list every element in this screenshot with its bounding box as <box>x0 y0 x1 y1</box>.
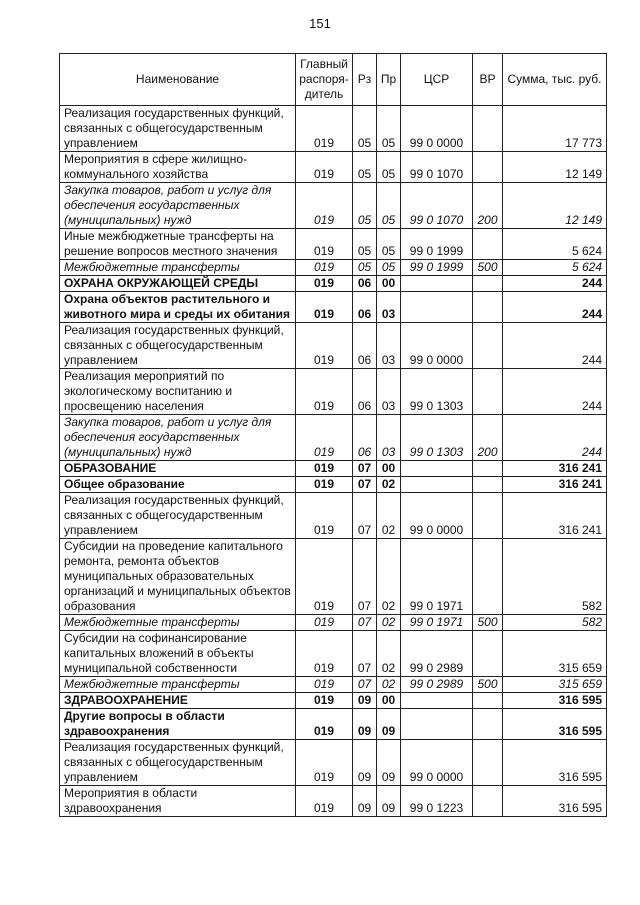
cell-sum: 315 659 <box>503 631 607 677</box>
cell-vr <box>473 786 503 817</box>
cell-rz: 05 <box>353 260 377 276</box>
cell-vr <box>473 539 503 615</box>
cell-rz: 09 <box>353 740 377 786</box>
cell-sum: 315 659 <box>503 677 607 693</box>
cell-rz: 09 <box>353 709 377 740</box>
cell-pr: 02 <box>377 539 401 615</box>
cell-sum: 12 149 <box>503 183 607 229</box>
cell-admin: 019 <box>296 786 353 817</box>
cell-admin: 019 <box>296 677 353 693</box>
cell-csr: 99 0 2989 <box>401 631 473 677</box>
cell-name: Реализация государственных функций, связанных с общегосударственным управлением <box>60 323 296 369</box>
cell-name: Реализация мероприятий по экологическому воспитанию и просвещению населения <box>60 369 296 415</box>
cell-csr: 99 0 1070 <box>401 183 473 229</box>
cell-rz: 07 <box>353 477 377 493</box>
cell-csr: 99 0 1303 <box>401 369 473 415</box>
cell-name: Межбюджетные трансферты <box>60 615 296 631</box>
table-row <box>60 539 607 615</box>
cell-rz: 07 <box>353 677 377 693</box>
cell-sum: 244 <box>503 323 607 369</box>
cell-csr: 99 0 1070 <box>401 152 473 183</box>
table-row <box>60 709 607 740</box>
page-number: 151 <box>309 16 331 31</box>
cell-name: Общее образование <box>60 477 296 493</box>
cell-rz: 07 <box>353 461 377 477</box>
cell-csr: 99 0 1971 <box>401 539 473 615</box>
cell-admin: 019 <box>296 709 353 740</box>
cell-sum: 244 <box>503 292 607 323</box>
cell-name: Субсидии на проведение капитального ремонта, ремонта объектов муниципальных образовательных организаций и муниципальных объектов образования <box>60 539 296 615</box>
header-sum: Сумма, тыс. руб. <box>503 54 607 106</box>
cell-vr <box>473 106 503 152</box>
cell-vr: 500 <box>473 260 503 276</box>
table-row <box>60 677 607 693</box>
cell-csr: 99 0 2989 <box>401 677 473 693</box>
table-row <box>60 415 607 461</box>
cell-admin: 019 <box>296 369 353 415</box>
cell-vr <box>473 631 503 677</box>
table-row <box>60 260 607 276</box>
cell-admin: 019 <box>296 323 353 369</box>
cell-rz: 07 <box>353 631 377 677</box>
cell-vr <box>473 276 503 292</box>
header-admin: Главный распоря-дитель <box>296 54 353 106</box>
cell-rz: 07 <box>353 539 377 615</box>
cell-pr: 05 <box>377 229 401 260</box>
table-row <box>60 323 607 369</box>
cell-admin: 019 <box>296 292 353 323</box>
cell-sum: 316 595 <box>503 786 607 817</box>
cell-name: ОБРАЗОВАНИЕ <box>60 461 296 477</box>
cell-sum: 5 624 <box>503 260 607 276</box>
cell-csr: 99 0 1999 <box>401 229 473 260</box>
cell-pr: 02 <box>377 615 401 631</box>
cell-vr <box>473 740 503 786</box>
cell-admin: 019 <box>296 260 353 276</box>
cell-rz: 09 <box>353 786 377 817</box>
cell-pr: 00 <box>377 276 401 292</box>
cell-vr <box>473 292 503 323</box>
cell-csr <box>401 693 473 709</box>
cell-vr <box>473 461 503 477</box>
cell-vr <box>473 152 503 183</box>
cell-admin: 019 <box>296 415 353 461</box>
cell-vr <box>473 493 503 539</box>
table-row <box>60 493 607 539</box>
cell-sum: 316 595 <box>503 709 607 740</box>
table-header-row <box>60 54 607 106</box>
cell-csr: 99 0 0000 <box>401 493 473 539</box>
cell-sum: 582 <box>503 615 607 631</box>
cell-name: Другие вопросы в области здравоохранения <box>60 709 296 740</box>
cell-pr: 02 <box>377 493 401 539</box>
cell-admin: 019 <box>296 183 353 229</box>
cell-admin: 019 <box>296 539 353 615</box>
cell-pr: 02 <box>377 631 401 677</box>
cell-pr: 05 <box>377 152 401 183</box>
cell-rz: 07 <box>353 615 377 631</box>
table-row <box>60 615 607 631</box>
cell-rz: 05 <box>353 152 377 183</box>
cell-csr: 99 0 0000 <box>401 106 473 152</box>
cell-sum: 316 595 <box>503 740 607 786</box>
cell-pr: 03 <box>377 292 401 323</box>
cell-pr: 09 <box>377 740 401 786</box>
cell-pr: 03 <box>377 415 401 461</box>
cell-rz: 06 <box>353 292 377 323</box>
cell-admin: 019 <box>296 106 353 152</box>
cell-pr: 05 <box>377 106 401 152</box>
cell-sum: 17 773 <box>503 106 607 152</box>
cell-pr: 02 <box>377 477 401 493</box>
table-row <box>60 229 607 260</box>
table-row <box>60 461 607 477</box>
cell-admin: 019 <box>296 615 353 631</box>
cell-pr: 02 <box>377 677 401 693</box>
cell-csr: 99 0 1971 <box>401 615 473 631</box>
cell-vr: 500 <box>473 677 503 693</box>
table-row <box>60 183 607 229</box>
header-csr: ЦСР <box>401 54 473 106</box>
cell-name: Реализация государственных функций, связанных с общегосударственным управлением <box>60 493 296 539</box>
cell-rz: 05 <box>353 106 377 152</box>
cell-pr: 09 <box>377 709 401 740</box>
cell-pr: 05 <box>377 260 401 276</box>
cell-vr <box>473 369 503 415</box>
cell-csr: 99 0 0000 <box>401 740 473 786</box>
cell-csr <box>401 709 473 740</box>
cell-vr <box>473 709 503 740</box>
cell-rz: 06 <box>353 323 377 369</box>
cell-rz: 06 <box>353 369 377 415</box>
cell-pr: 00 <box>377 461 401 477</box>
cell-pr: 00 <box>377 693 401 709</box>
cell-rz: 05 <box>353 183 377 229</box>
header-name: Наименование <box>60 54 296 106</box>
table-row <box>60 631 607 677</box>
cell-vr: 500 <box>473 615 503 631</box>
cell-name: ОХРАНА ОКРУЖАЮЩЕЙ СРЕДЫ <box>60 276 296 292</box>
cell-sum: 244 <box>503 415 607 461</box>
cell-sum: 316 241 <box>503 493 607 539</box>
budget-table <box>59 53 607 817</box>
table-row <box>60 786 607 817</box>
table-body <box>60 106 607 817</box>
cell-sum: 582 <box>503 539 607 615</box>
cell-sum: 316 241 <box>503 461 607 477</box>
cell-rz: 06 <box>353 276 377 292</box>
cell-admin: 019 <box>296 631 353 677</box>
cell-pr: 03 <box>377 369 401 415</box>
cell-sum: 12 149 <box>503 152 607 183</box>
cell-csr: 99 0 1303 <box>401 415 473 461</box>
table-row <box>60 152 607 183</box>
cell-admin: 019 <box>296 276 353 292</box>
cell-name: ЗДРАВООХРАНЕНИЕ <box>60 693 296 709</box>
cell-sum: 5 624 <box>503 229 607 260</box>
cell-vr <box>473 693 503 709</box>
cell-csr <box>401 276 473 292</box>
cell-name: Иные межбюджетные трансферты на решение вопросов местного значения <box>60 229 296 260</box>
cell-vr <box>473 477 503 493</box>
cell-csr <box>401 292 473 323</box>
cell-name: Мероприятия в области здравоохранения <box>60 786 296 817</box>
cell-rz: 07 <box>353 493 377 539</box>
header-rz: Рз <box>353 54 377 106</box>
cell-name: Мероприятия в сфере жилищно-коммунального хозяйства <box>60 152 296 183</box>
cell-csr <box>401 477 473 493</box>
cell-pr: 03 <box>377 323 401 369</box>
cell-name: Реализация государственных функций, связанных с общегосударственным управлением <box>60 106 296 152</box>
cell-admin: 019 <box>296 229 353 260</box>
table-row <box>60 292 607 323</box>
cell-csr: 99 0 1223 <box>401 786 473 817</box>
cell-name: Охрана объектов растительного и животного мира и среды их обитания <box>60 292 296 323</box>
cell-name: Закупка товаров, работ и услуг для обеспечения государственных (муниципальных) нужд <box>60 183 296 229</box>
cell-vr: 200 <box>473 183 503 229</box>
cell-sum: 244 <box>503 276 607 292</box>
cell-admin: 019 <box>296 152 353 183</box>
header-pr: Пр <box>377 54 401 106</box>
cell-rz: 06 <box>353 415 377 461</box>
cell-admin: 019 <box>296 693 353 709</box>
cell-vr <box>473 229 503 260</box>
cell-sum: 244 <box>503 369 607 415</box>
cell-name: Межбюджетные трансферты <box>60 260 296 276</box>
cell-rz: 05 <box>353 229 377 260</box>
cell-name: Межбюджетные трансферты <box>60 677 296 693</box>
cell-name: Субсидии на софинансирование капитальных вложений в объекты муниципальной собственности <box>60 631 296 677</box>
cell-csr: 99 0 1999 <box>401 260 473 276</box>
cell-name: Реализация государственных функций, связанных с общегосударственным управлением <box>60 740 296 786</box>
cell-sum: 316 241 <box>503 477 607 493</box>
cell-csr <box>401 461 473 477</box>
cell-admin: 019 <box>296 493 353 539</box>
cell-vr <box>473 323 503 369</box>
cell-rz: 09 <box>353 693 377 709</box>
table-row <box>60 106 607 152</box>
cell-admin: 019 <box>296 461 353 477</box>
cell-pr: 09 <box>377 786 401 817</box>
table-row <box>60 477 607 493</box>
cell-name: Закупка товаров, работ и услуг для обеспечения государственных (муниципальных) нужд <box>60 415 296 461</box>
cell-sum: 316 595 <box>503 693 607 709</box>
cell-csr: 99 0 0000 <box>401 323 473 369</box>
table-row <box>60 276 607 292</box>
cell-vr: 200 <box>473 415 503 461</box>
cell-pr: 05 <box>377 183 401 229</box>
cell-admin: 019 <box>296 740 353 786</box>
table-row <box>60 740 607 786</box>
header-vr: ВР <box>473 54 503 106</box>
table-row <box>60 369 607 415</box>
cell-admin: 019 <box>296 477 353 493</box>
table-row <box>60 693 607 709</box>
